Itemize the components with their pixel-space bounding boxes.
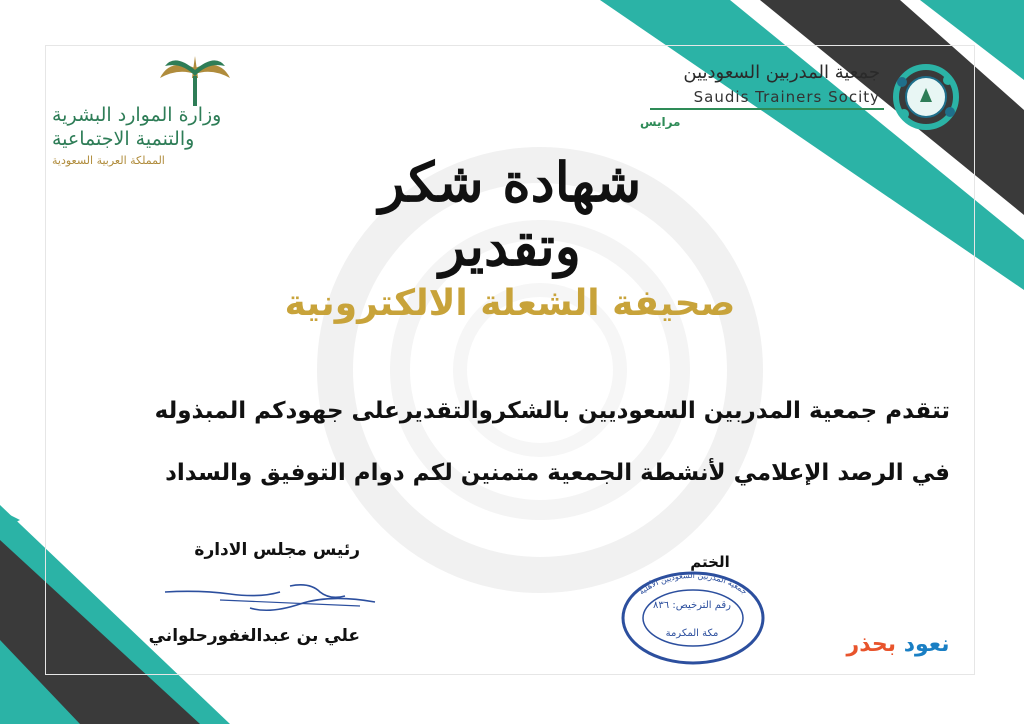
body-text-line2: في الرصد الإعلامي لأنشطة الجمعية متمنين لكم دوام التوفيق والسداد [165, 460, 950, 486]
recipient-name: صحيفة الشعلة الالكترونية [284, 283, 736, 324]
svg-text:جمعية المدربين السعوديين الأهل [637, 571, 749, 597]
stamp-license: رقم الترخيص: ٨٣٦ [653, 600, 731, 611]
certificate-title: شهادة شكر وتقدير [378, 150, 642, 278]
handwritten-signature [160, 578, 380, 618]
signature-title: رئيس مجلس الادارة [194, 540, 360, 560]
stamp-label: الختم [690, 553, 730, 571]
association-subtitle: مرايس [640, 115, 681, 129]
body-text-line1: تتقدم جمعية المدربين السعوديين بالشكروالتقديرعلى جهودكم المبذوله [154, 398, 950, 424]
official-stamp [618, 568, 768, 668]
campaign-logo [838, 632, 958, 657]
palm-tree-icon [150, 48, 240, 108]
association-divider [650, 108, 884, 110]
association-name-en: Saudis Trainers Socity [693, 88, 880, 106]
ministry-name-line2: والتنمية الاجتماعية [52, 128, 195, 150]
association-name-ar: جمعية المدربين السعوديين [683, 62, 880, 83]
stamp-rim-text: جمعية المدربين السعوديين الأهلية [637, 570, 749, 597]
ministry-country: المملكة العربية السعودية [52, 154, 165, 167]
signatory-name: علي بن عبدالغفورحلواني [148, 626, 360, 646]
stamp-city: مكة المكرمة [665, 628, 719, 639]
circular-emblem-icon [890, 62, 962, 132]
campaign-word-1: نعود [903, 632, 950, 657]
ministry-name-line1: وزارة الموارد البشرية [52, 104, 222, 126]
campaign-word-2: بحذر [846, 632, 897, 657]
